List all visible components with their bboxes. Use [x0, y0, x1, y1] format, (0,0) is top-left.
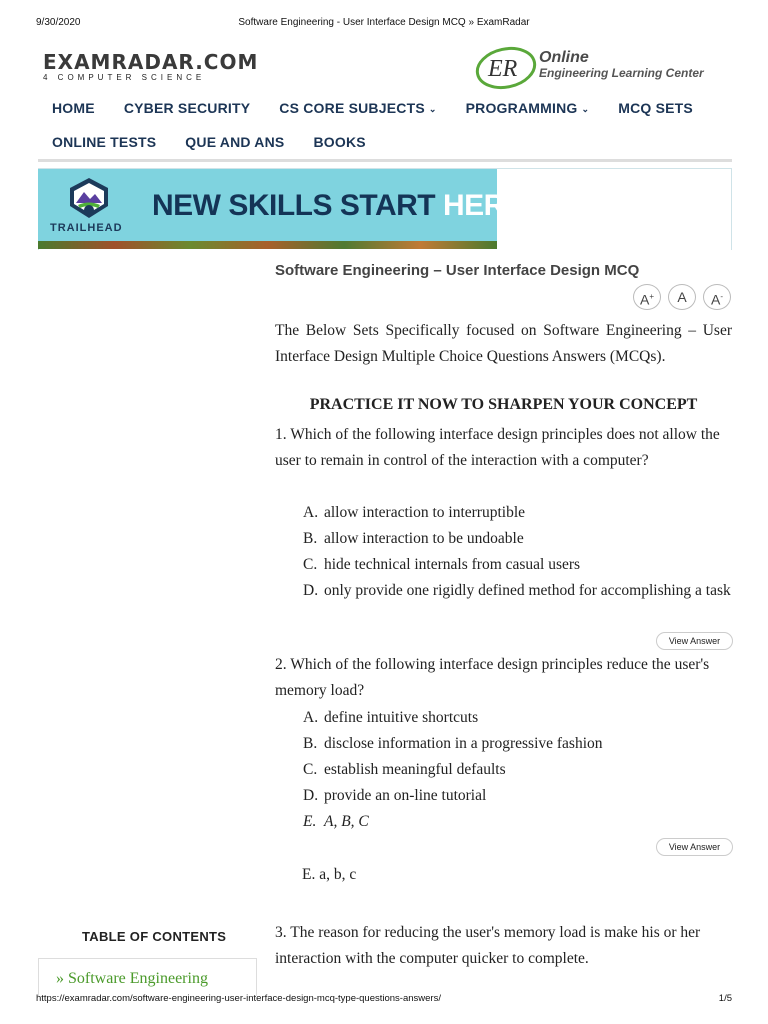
- nav-item-home[interactable]: [52, 100, 95, 116]
- er-logo-mark: ER: [488, 56, 518, 82]
- main-nav-row-1: [52, 100, 722, 116]
- nav-item-programming[interactable]: [466, 100, 590, 116]
- article-intro: The Below Sets Specifically focused on Software Engineering – User Interface Design Multiple Choice Questions Answers (MCQs).: [275, 322, 732, 365]
- nav-item-online-tests[interactable]: [52, 134, 156, 150]
- toc-item-software-engineering[interactable]: » Software Engineering: [56, 970, 208, 987]
- list-item: [303, 578, 732, 604]
- option-text: define intuitive shortcuts: [324, 709, 479, 726]
- nav-divider: [38, 159, 732, 162]
- nav-label: CYBER SECURITY: [123, 100, 251, 116]
- font-reset-label: A: [677, 289, 687, 305]
- font-decrease-label: A: [710, 291, 721, 308]
- print-date: 9/30/2020: [36, 17, 81, 28]
- option-key: D.: [303, 787, 319, 804]
- list-item: [303, 500, 732, 526]
- question-1-options: [303, 500, 732, 604]
- question-2-answer: E. a, b, c: [302, 866, 357, 883]
- option-text: allow interaction to be undoable: [324, 530, 524, 547]
- chevron-down-icon: ⌄: [581, 104, 590, 114]
- toc-title: TABLE OF CONTENTS: [82, 929, 227, 944]
- site-logo[interactable]: [43, 50, 258, 82]
- list-item: [303, 526, 732, 552]
- question-2-options: [303, 705, 732, 835]
- font-increase-sup: +: [649, 292, 654, 301]
- learning-center-line2: Engineering Learning Center: [539, 66, 704, 80]
- font-decrease-sup: -: [720, 292, 723, 301]
- nav-label: BOOKS: [313, 134, 366, 150]
- option-text: provide an on-line tutorial: [324, 787, 487, 804]
- nav-item-mcq-sets[interactable]: [618, 100, 693, 116]
- font-decrease-button[interactable]: [703, 284, 731, 310]
- ad-foliage-strip: [38, 241, 497, 249]
- print-footer: [36, 993, 732, 1004]
- ad-headline-highlight: HER: [442, 189, 505, 222]
- site-tagline: 4 COMPUTER SCIENCE: [43, 73, 206, 82]
- option-text: hide technical internals from casual users: [324, 556, 581, 573]
- list-item: [303, 809, 732, 835]
- option-text: establish meaningful defaults: [324, 761, 506, 778]
- option-key: C.: [303, 556, 318, 573]
- option-text: allow interaction to interruptible: [324, 504, 526, 521]
- option-text: only provide one rigidly defined method for accomplishing a task: [324, 582, 731, 599]
- option-text: disclose information in a progressive fashion: [324, 735, 603, 752]
- option-key: D.: [303, 582, 319, 599]
- nav-item-cs-core-subjects[interactable]: [279, 100, 436, 116]
- question-1: 1. Which of the following interface design principles does not allow the user to remain in control of the interaction with a computer?: [275, 426, 720, 469]
- option-text: A, B, C: [324, 813, 369, 830]
- list-item: [303, 552, 732, 578]
- nav-label: MCQ SETS: [618, 100, 693, 116]
- font-increase-button[interactable]: [633, 284, 661, 310]
- nav-item-cyber-security[interactable]: [124, 100, 250, 116]
- font-increase-label: A: [639, 291, 650, 308]
- er-logo-icon: [474, 44, 538, 90]
- chevron-down-icon: ⌄: [428, 104, 437, 114]
- learning-center-logo[interactable]: [474, 44, 730, 90]
- page-title: Software Engineering – User Interface Design MCQ: [275, 262, 640, 279]
- option-key: C.: [303, 761, 318, 778]
- option-key: A.: [303, 504, 319, 521]
- nav-item-books[interactable]: [313, 134, 365, 150]
- nav-label: HOME: [52, 100, 95, 116]
- font-reset-button[interactable]: [668, 284, 696, 310]
- list-item: [303, 783, 732, 809]
- ad-headline: [152, 189, 505, 223]
- nav-label: ONLINE TESTS: [52, 134, 157, 150]
- view-answer-button-2[interactable]: View Answer: [656, 838, 733, 856]
- nav-label: PROGRAMMING: [465, 100, 578, 116]
- view-answer-button-1[interactable]: View Answer: [656, 632, 733, 650]
- option-key: B.: [303, 530, 318, 547]
- question-2: 2. Which of the following interface design principles reduce the user's memory load?: [275, 656, 710, 699]
- font-size-controls: [633, 284, 731, 310]
- print-title: Software Engineering - User Interface Design MCQ » ExamRadar: [238, 17, 530, 28]
- option-key: E.: [303, 813, 317, 830]
- trailhead-badge-icon: [64, 176, 114, 222]
- print-header: [36, 17, 732, 31]
- option-key: A.: [303, 709, 319, 726]
- site-name: EXAMRADAR.COM: [43, 50, 259, 74]
- ad-badge-label: TRAILHEAD: [50, 222, 123, 234]
- nav-item-que-and-ans[interactable]: [185, 134, 284, 150]
- print-url: https://examradar.com/software-engineering-user-interface-design-mcq-type-questions-answers/: [36, 993, 441, 1004]
- print-page-number: 1/5: [718, 993, 732, 1004]
- practice-heading: PRACTICE IT NOW TO SHARPEN YOUR CONCEPT: [309, 396, 698, 413]
- main-nav-row-2: [52, 134, 395, 150]
- list-item: [303, 705, 732, 731]
- ad-banner[interactable]: [38, 169, 505, 249]
- option-key: B.: [303, 735, 318, 752]
- nav-label: QUE AND ANS: [185, 134, 285, 150]
- ad-headline-main: NEW SKILLS START: [152, 189, 443, 222]
- list-item: [303, 757, 732, 783]
- question-3: 3. The reason for reducing the user's memory load is make his or her interaction with the computer quicker to complete.: [275, 924, 701, 967]
- list-item: [303, 731, 732, 757]
- nav-label: CS CORE SUBJECTS: [279, 100, 425, 116]
- learning-center-line1: Online: [539, 49, 589, 66]
